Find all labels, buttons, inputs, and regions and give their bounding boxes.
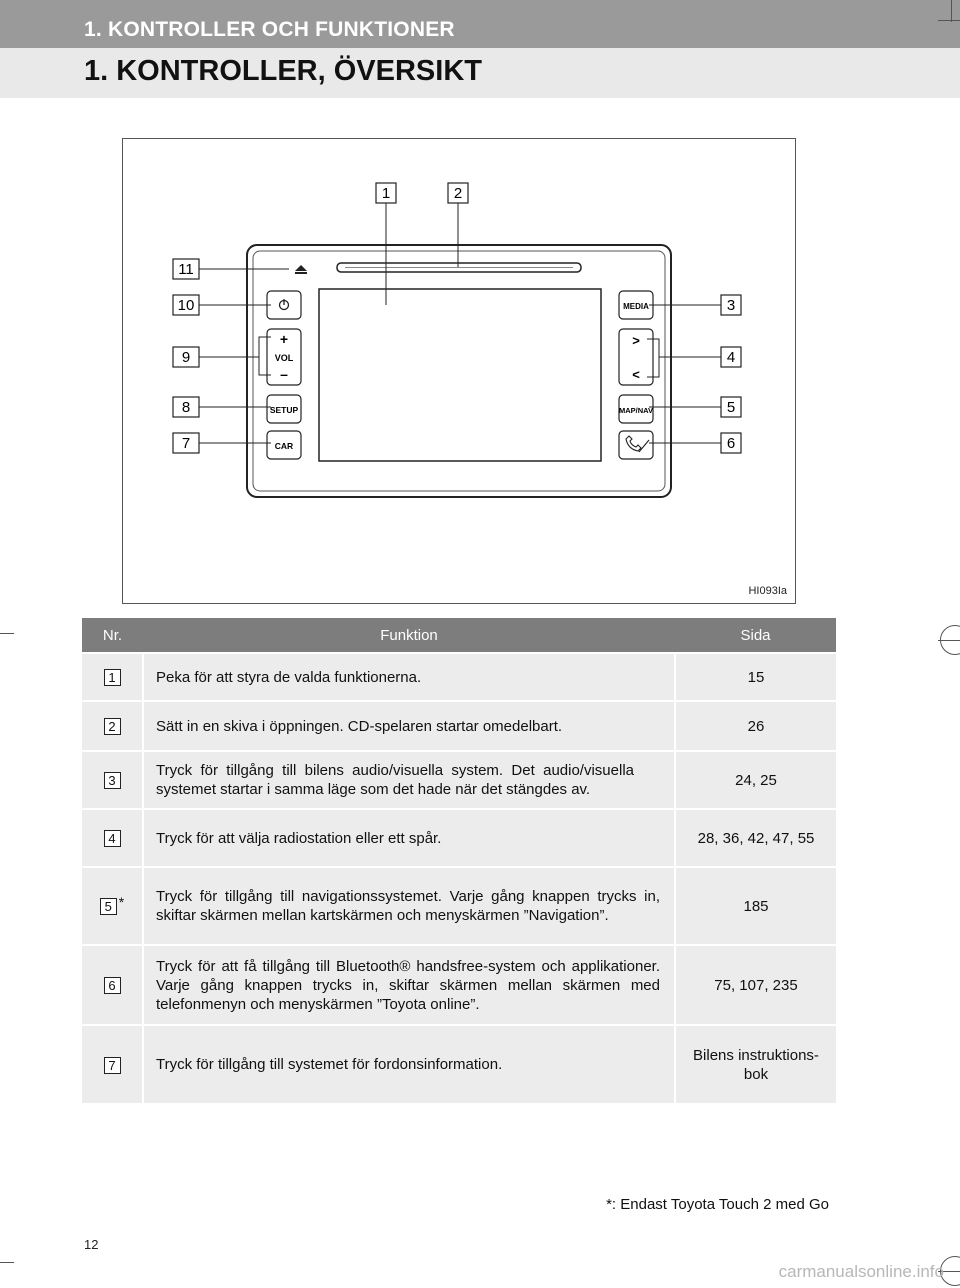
- header-nr: Nr.: [82, 618, 143, 653]
- callout-4: 4: [726, 349, 736, 366]
- row-number: 4: [104, 830, 121, 847]
- callout-5: 5: [726, 399, 736, 416]
- seek-down-label: <: [632, 367, 640, 382]
- crop-mark: [938, 640, 960, 641]
- row-number: 6: [104, 977, 121, 994]
- row-number: 7: [104, 1057, 121, 1074]
- footnote: *: Endast Toyota Touch 2 med Go: [606, 1196, 829, 1213]
- seek-up-label: >: [632, 333, 640, 348]
- row-number-cell: [82, 701, 143, 751]
- touch-screen: [319, 289, 601, 461]
- callout-8: 8: [181, 399, 191, 416]
- map-nav-label: MAP/NAV: [618, 406, 654, 415]
- crop-mark: [0, 1262, 14, 1263]
- row-function: Tryck för tillgång till navigationssystemet. Varje gång knappen trycks in, skiftar skärmen mellan kartskärmen och menyskärmen ”Navigation”.: [143, 867, 675, 945]
- watermark: carmanualsonline.info: [778, 1262, 944, 1281]
- row-page: 24, 25: [675, 751, 836, 809]
- table-header-row: [82, 618, 836, 653]
- callout-6: 6: [726, 435, 736, 452]
- row-function: Peka för att styra de valda funktionerna.: [143, 653, 675, 701]
- figure-code: HI093Ia: [748, 585, 787, 597]
- row-function: Tryck för att välja radiostation eller ett spår.: [143, 809, 675, 867]
- row-function: Sätt in en skiva i öppningen. CD-spelaren startar omedelbart.: [143, 701, 675, 751]
- vol-minus-label: –: [280, 366, 288, 382]
- header-funktion: Funktion: [143, 618, 675, 653]
- eject-icon-bar: [295, 272, 307, 274]
- table-row: [82, 751, 836, 809]
- row-number-cell: [82, 751, 143, 809]
- vol-label: VOL: [274, 353, 294, 363]
- callout-3: 3: [726, 297, 736, 314]
- row-number: 1: [104, 669, 121, 686]
- setup-label: SETUP: [269, 405, 299, 415]
- row-number-cell: [82, 867, 143, 945]
- row-number-cell: [82, 653, 143, 701]
- row-number-cell: [82, 945, 143, 1025]
- table-row: [82, 1025, 836, 1103]
- callout-7: 7: [181, 435, 191, 452]
- row-function: Tryck för tillgång till systemet för fordonsinformation.: [143, 1025, 675, 1103]
- table-row: [82, 809, 836, 867]
- header-sida: Sida: [675, 618, 836, 653]
- row-page: 15: [675, 653, 836, 701]
- callout-2: 2: [453, 185, 463, 202]
- crop-mark: [951, 0, 952, 22]
- row-page: 28, 36, 42, 47, 55: [675, 809, 836, 867]
- page-number: 12: [84, 1237, 99, 1252]
- media-label: MEDIA: [623, 302, 649, 311]
- row-function: Tryck för att få tillgång till Bluetooth® handsfree-system och applikationer. Varje gång knappen trycks in, skiftar skärmen mellan skärmen med telefonmenyn och menyskärmen ”Toyota online”.: [143, 945, 675, 1025]
- callout-1: 1: [381, 185, 391, 202]
- table-row: [82, 945, 836, 1025]
- row-page: 26: [675, 701, 836, 751]
- row-page: 75, 107, 235: [675, 945, 836, 1025]
- row-number-cell: [82, 1025, 143, 1103]
- table-row: [82, 867, 836, 945]
- function-table: [82, 618, 836, 1103]
- row-number: 3: [104, 772, 121, 789]
- head-unit-diagram: [123, 139, 797, 605]
- row-page: 185: [675, 867, 836, 945]
- crop-mark: [0, 633, 14, 634]
- table-row: [82, 653, 836, 701]
- row-number: 5: [100, 898, 117, 915]
- crop-mark: [938, 20, 960, 21]
- row-number-cell: [82, 809, 143, 867]
- row-page: Bilens instruktions-bok: [675, 1025, 836, 1103]
- head-unit-figure: [122, 138, 796, 604]
- table-row: [82, 701, 836, 751]
- phone-button: [619, 431, 653, 459]
- callout-10: 10: [177, 297, 195, 314]
- callout-11: 11: [178, 261, 194, 278]
- section-title: 1. KONTROLLER OCH FUNKTIONER: [84, 18, 455, 41]
- car-label: CAR: [274, 441, 294, 451]
- footnote-marker: *: [118, 893, 125, 910]
- vol-plus-label: +: [279, 331, 289, 347]
- row-function: Tryck för tillgång till bilens audio/visuella system. Det audio/visuella systemet startar i samma läge som det hade när det stängdes av.: [143, 751, 675, 809]
- page-title: 1. KONTROLLER, ÖVERSIKT: [84, 55, 482, 87]
- row-number: 2: [104, 718, 121, 735]
- callout-9: 9: [181, 349, 191, 366]
